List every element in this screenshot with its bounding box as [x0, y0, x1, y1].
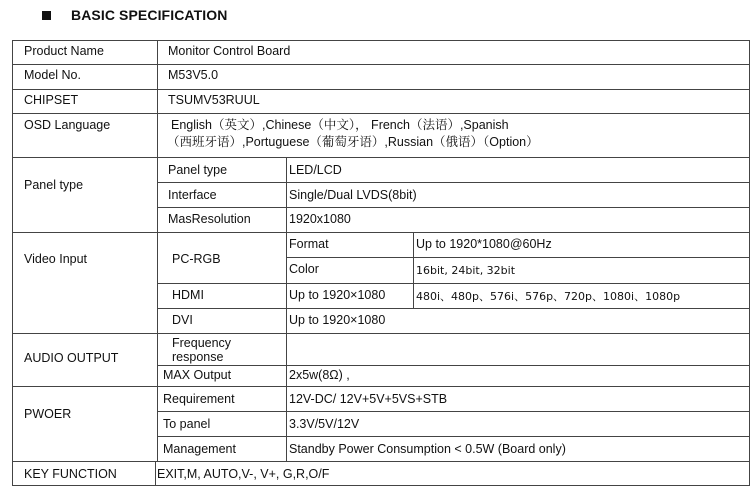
value-osd-language-line1: English（英文）,Chinese（中文）， French（法语）,Spanish	[171, 118, 509, 132]
value-max-resolution: 1920x1080	[289, 212, 351, 226]
row-divider	[157, 436, 749, 437]
column-divider	[157, 40, 158, 461]
row-divider	[157, 411, 749, 412]
row-divider	[12, 386, 749, 387]
label-format: Format	[289, 237, 329, 251]
table-border-top	[12, 40, 749, 41]
column-divider	[286, 157, 287, 461]
value-interface: Single/Dual LVDS(8bit)	[289, 188, 417, 202]
label-requirement: Requirement	[163, 392, 235, 406]
label-panel-type: Panel type	[168, 163, 228, 177]
row-divider	[157, 207, 749, 208]
label-chipset: CHIPSET	[24, 93, 79, 107]
row-divider	[157, 182, 749, 183]
value-chipset: TSUMV53RUUL	[168, 93, 260, 107]
label-to-panel: To panel	[163, 417, 211, 431]
value-dvi: Up to 1920×1080	[289, 313, 386, 327]
value-hdmi-modes: 480i、480p、576i、576p、720p、1080i、1080p	[416, 290, 681, 303]
label-osd-language: OSD Language	[24, 118, 111, 132]
row-divider	[12, 64, 749, 65]
value-panel-type: LED/LCD	[289, 163, 342, 177]
label-audio-output: AUDIO OUTPUT	[24, 351, 119, 365]
row-divider	[157, 365, 749, 366]
row-divider	[12, 461, 749, 462]
row-divider	[12, 157, 749, 158]
value-product-name: Monitor Control Board	[168, 44, 291, 58]
value-max-output: 2x5w(8Ω) ,	[289, 368, 350, 382]
label-key-function: KEY FUNCTION	[24, 467, 117, 481]
table-border-left	[12, 40, 13, 486]
row-divider	[12, 113, 749, 114]
label-hdmi: HDMI	[172, 288, 204, 302]
label-max-output: MAX Output	[163, 368, 232, 382]
label-max-resolution: MasResolution	[168, 212, 251, 226]
value-key-function: EXIT,M, AUTO,V-, V+, G,R,O/F	[157, 467, 330, 481]
label-dvi: DVI	[172, 313, 193, 327]
row-divider	[12, 333, 749, 334]
row-divider	[12, 232, 749, 233]
row-divider	[157, 283, 749, 284]
value-to-panel: 3.3V/5V/12V	[289, 417, 360, 431]
label-panel-type-group: Panel type	[24, 178, 84, 192]
value-format: Up to 1920*1080@60Hz	[416, 237, 552, 251]
table-border-bottom	[12, 485, 749, 486]
value-model-no: M53V5.0	[168, 68, 219, 82]
value-requirement: 12V-DC/ 12V+5V+5VS+STB	[289, 392, 448, 406]
value-hdmi: Up to 1920×1080	[289, 288, 386, 302]
value-osd-language-line2: （西班牙语）,Portuguese（葡萄牙语）,Russian（俄语）（Option）	[167, 135, 539, 149]
value-color: 16bit, 24bit, 32bit	[416, 264, 516, 277]
row-divider	[157, 308, 749, 309]
label-video-input: Video Input	[24, 252, 88, 266]
row-divider	[286, 257, 749, 258]
value-management: Standby Power Consumption < 0.5W (Board only)	[289, 442, 566, 456]
column-divider	[155, 461, 156, 485]
label-product-name: Product Name	[24, 44, 104, 58]
label-interface: Interface	[168, 188, 217, 202]
label-management: Management	[163, 442, 236, 456]
heading-text: BASIC SPECIFICATION	[71, 7, 228, 23]
label-color: Color	[289, 262, 319, 276]
column-divider	[413, 232, 414, 308]
label-model-no: Model No.	[24, 68, 81, 82]
label-pc-rgb: PC-RGB	[172, 252, 221, 266]
label-frequency-response: Frequency response	[172, 336, 232, 364]
row-divider	[12, 89, 749, 90]
label-power: PWOER	[24, 407, 72, 421]
